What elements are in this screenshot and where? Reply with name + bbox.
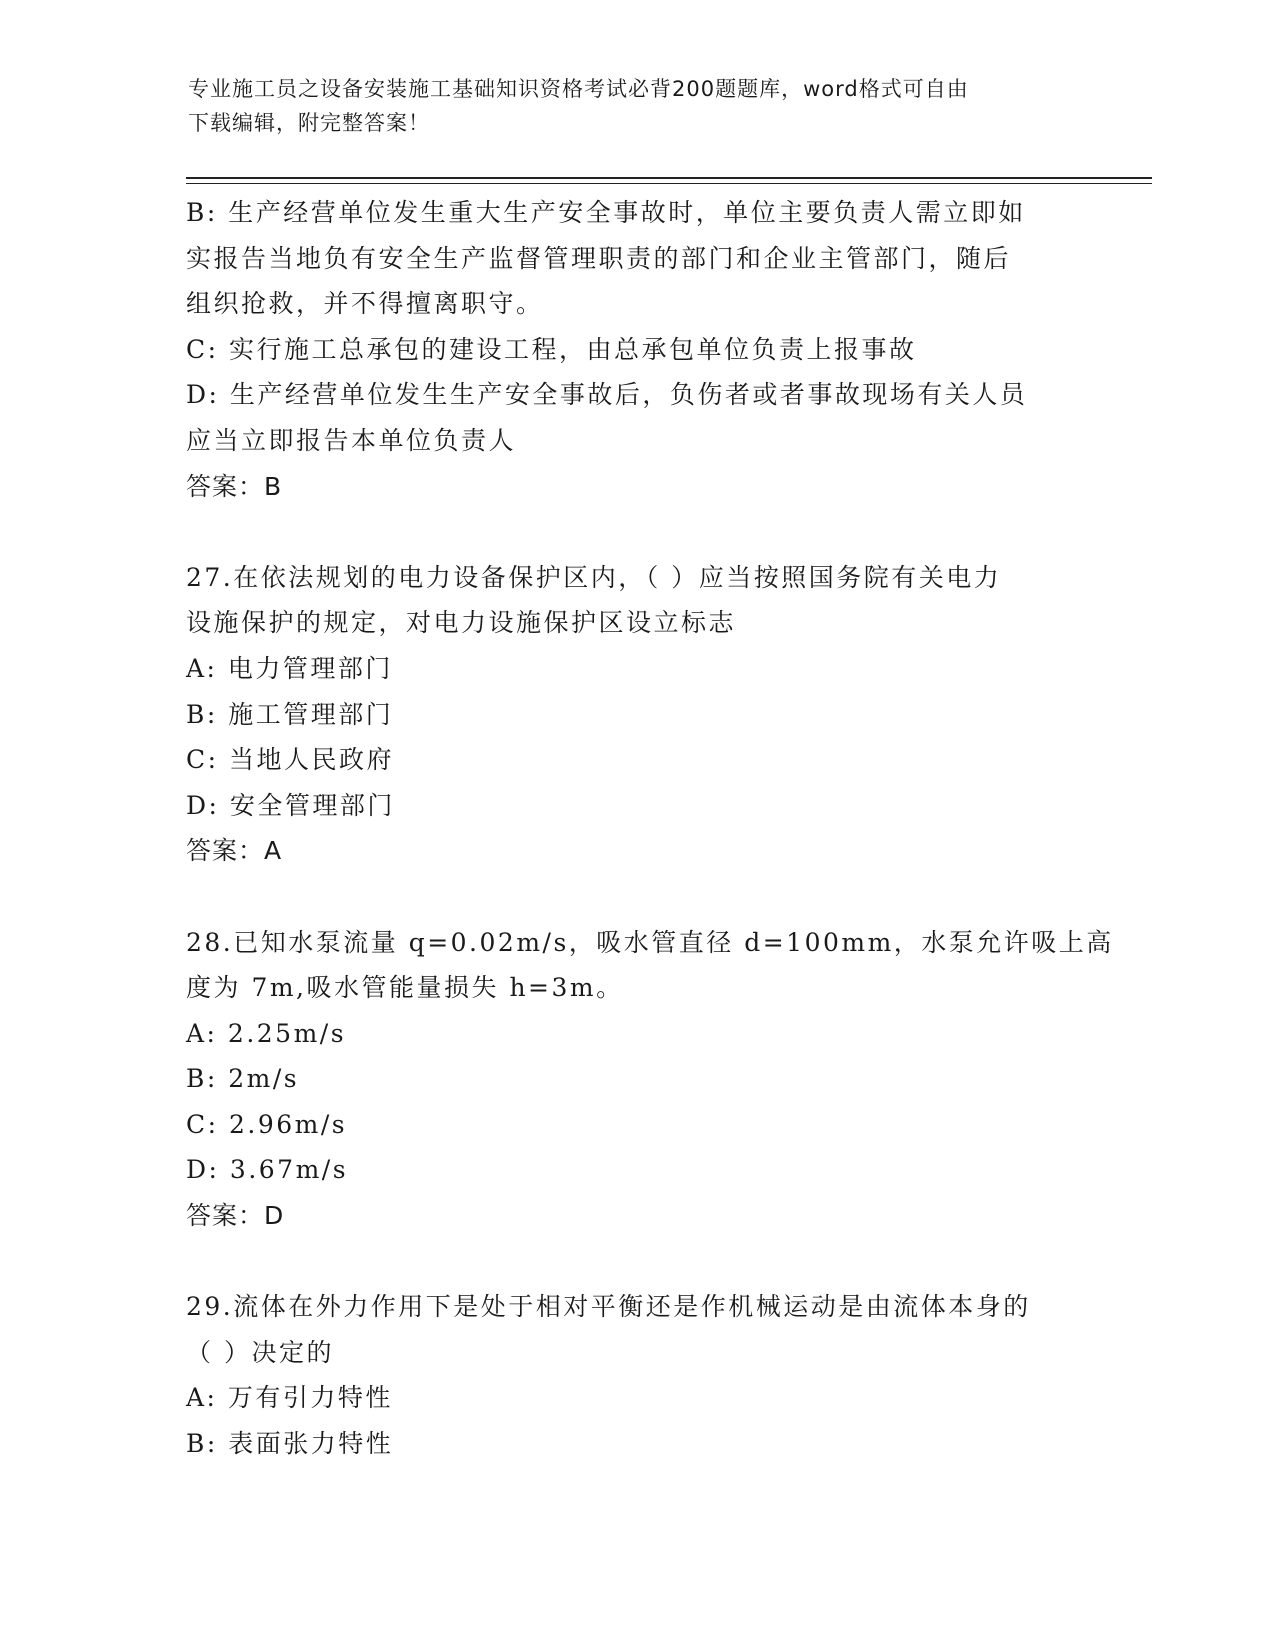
header-title-line-1: 专业施工员之设备安装施工基础知识资格考试必背200题题库，word格式可自由	[188, 77, 969, 101]
question-stem-line-1: 27.在依法规划的电力设备保护区内，（ ）应当按照国务院有关电力	[186, 562, 1002, 592]
question-stem-line-1: 29.流体在外力作用下是处于相对平衡还是作机械运动是由流体本身的	[186, 1292, 1031, 1322]
option-d: D: 3.67m/s	[186, 1155, 349, 1185]
document-header	[188, 72, 1068, 140]
option-b: B: 施工管理部门	[186, 699, 394, 729]
header-rule-thick	[186, 177, 1152, 179]
answer: 答案：B	[186, 471, 283, 501]
question-26-continued	[186, 190, 1086, 509]
spacer	[186, 874, 1086, 920]
option-c: C: 2.96m/s	[186, 1109, 348, 1139]
option-d: D: 安全管理部门	[186, 790, 395, 820]
question-stem-line-2: 设施保护的规定，对电力设施保护区设立标志	[186, 608, 737, 638]
answer: 答案：D	[186, 1201, 285, 1231]
spacer	[186, 1239, 1086, 1285]
option-a: A: 电力管理部门	[186, 653, 393, 683]
option-a: A: 万有引力特性	[186, 1383, 393, 1413]
question-29	[186, 1284, 1086, 1466]
option-a: A: 2.25m/s	[186, 1018, 347, 1048]
spacer	[186, 509, 1086, 555]
question-stem-line-2: 度为 7m,吸水管能量损失 h=3m。	[186, 973, 624, 1003]
option-b-line-1: B: 生产经营单位发生重大生产安全事故时，单位主要负责人需立即如	[186, 198, 1026, 227]
option-b: B: 2m/s	[186, 1064, 300, 1094]
question-stem-line-1: 28.已知水泵流量 q=0.02m/s，吸水管直径 d=100mm，水泵允许吸上高	[186, 927, 1114, 957]
document-body	[186, 190, 1114, 1467]
option-c: C: 当地人民政府	[186, 745, 394, 775]
question-28	[186, 920, 1114, 1239]
question-27	[186, 555, 1086, 874]
option-b: B: 表面张力特性	[186, 1429, 394, 1459]
option-d-line-2: 应当立即报告本单位负责人	[186, 425, 517, 455]
question-stem-line-2: （ ）决定的	[186, 1337, 334, 1367]
header-title-line-2: 下载编辑，附完整答案！	[188, 111, 430, 135]
option-d-line-1: D: 生产经营单位发生生产安全事故后，负伤者或者事故现场有关人员	[186, 380, 1028, 410]
header-rule-thin	[186, 183, 1152, 184]
option-b-line-3: 组织抢救，并不得擅离职守。	[186, 289, 544, 319]
option-b-line-2: 实报告当地负有安全生产监督管理职责的部门和企业主管部门，随后	[186, 243, 1012, 273]
answer: 答案：A	[186, 836, 283, 866]
option-c: C: 实行施工总承包的建设工程，由总承包单位负责上报事故	[186, 334, 917, 364]
